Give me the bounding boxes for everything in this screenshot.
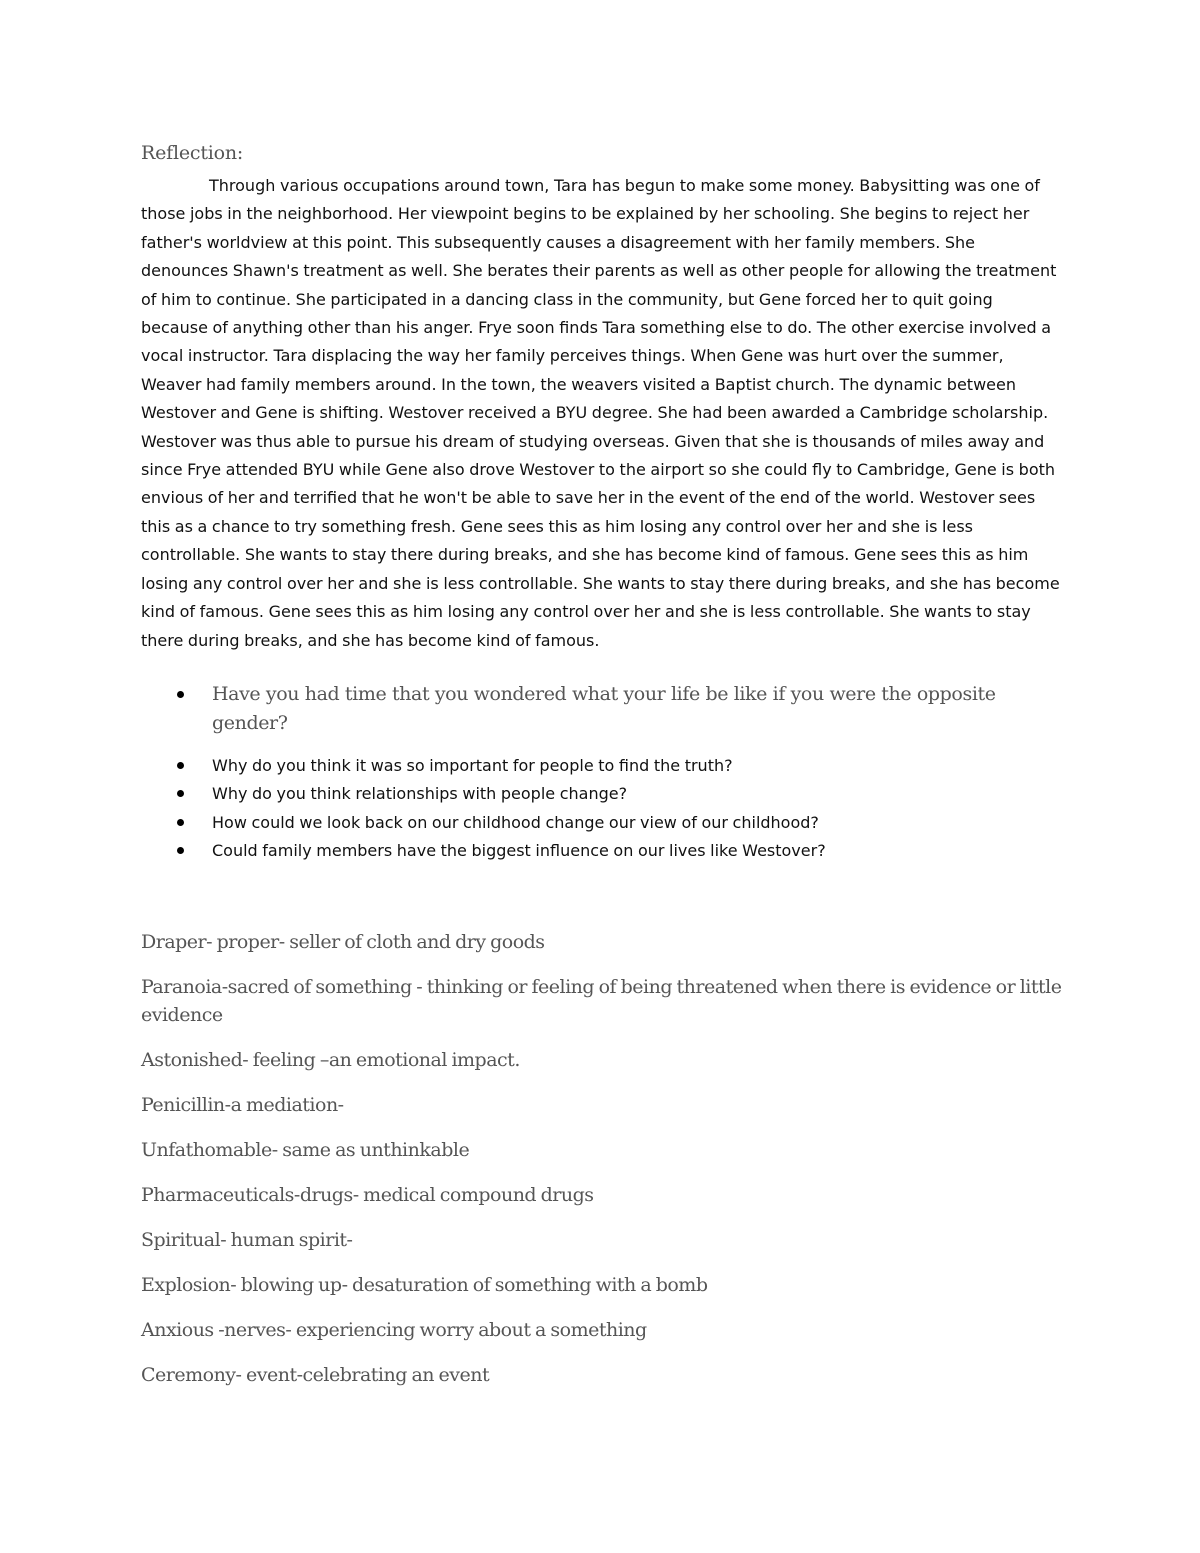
question-text: Why do you think it was so important for people to find the truth? — [212, 756, 733, 775]
vocab-entry: Paranoia-sacred of something - thinking or feeling of being threatened when there is evidence or little evidence — [141, 976, 1062, 1026]
vocab-entry: Unfathomable- same as unthinkable — [141, 1139, 470, 1161]
question-text: Could family members have the biggest influence on our lives like Westover? — [212, 841, 826, 861]
question-list — [141, 680, 1041, 866]
vocab-entry: Astonished- feeling –an emotional impact. — [141, 1049, 520, 1071]
vocab-entry: Draper- proper- seller of cloth and dry goods — [141, 931, 545, 953]
section-heading: Reflection: — [141, 142, 244, 164]
bullet-icon — [177, 691, 184, 698]
vocab-entry: Pharmaceuticals-drugs- medical compound drugs — [141, 1184, 594, 1206]
list-item — [141, 680, 1041, 738]
bullet-icon — [177, 847, 184, 854]
list-item — [141, 752, 1041, 780]
bullet-icon — [177, 790, 184, 797]
question-text: Have you had time that you wondered what your life be like if you were the opposite gender? — [212, 683, 996, 734]
bullet-icon — [177, 819, 184, 826]
list-item — [141, 809, 1041, 837]
question-text: How could we look back on our childhood change our view of our childhood? — [212, 812, 819, 832]
list-item — [141, 837, 1041, 865]
bullet-icon — [177, 762, 184, 769]
vocab-entry: Explosion- blowing up- desaturation of something with a bomb — [141, 1274, 708, 1296]
reflection-paragraph: Through various occupations around town, Tara has begun to make some money. Babysitting was one of those jobs in the neighborhood. Her viewpoint begins to be explained by her schooling. She begins to reject her father's worldview at this point. This subsequently causes a disagreement with her family members. She denounces Shawn's treatment as well. She berates their parents as well as other people for allowing the treatment of him to continue. She participated in a dancing class in the community, but Gene forced her to quit going because of anything other than his anger. Frye soon finds Tara something else to do. The other exercise involved a vocal instructor. Tara displacing the way her family perceives things. When Gene was hurt over the summer, Weaver had family members around. In the town, the weavers visited a Baptist church. The dynamic between Westover and Gene is shifting. Westover received a BYU degree. She had been awarded a Cambridge scholarship. Westover was thus able to pursue his dream of studying overseas. Given that she is thousands of miles away and since Frye attended BYU while Gene also drove Westover to the airport so she could fly to Cambridge, Gene is both envious of her and terrified that he won't be able to save her in the event of the end of the world. Westover sees this as a chance to try something fresh. Gene sees this as him losing any control over her and she is less controllable. She wants to stay there during breaks, and she has become kind of famous. Gene sees this as him losing any control over her and she is less controllable. She wants to stay there during breaks, and she has become kind of famous. Gene sees this as him losing any control over her and she is less controllable. She wants to stay there during breaks, and she has become kind of famous. — [141, 176, 1060, 650]
list-item — [141, 780, 1041, 808]
vocab-entry: Ceremony- event-celebrating an event — [141, 1364, 490, 1386]
vocab-entry: Spiritual- human spirit- — [141, 1229, 353, 1251]
vocab-entry: Anxious -nerves- experiencing worry about a something — [141, 1319, 647, 1341]
vocab-entry: Penicillin-a mediation- — [141, 1094, 344, 1116]
question-text: Why do you think relationships with people change? — [212, 784, 628, 804]
vocabulary-list — [141, 928, 1071, 1406]
